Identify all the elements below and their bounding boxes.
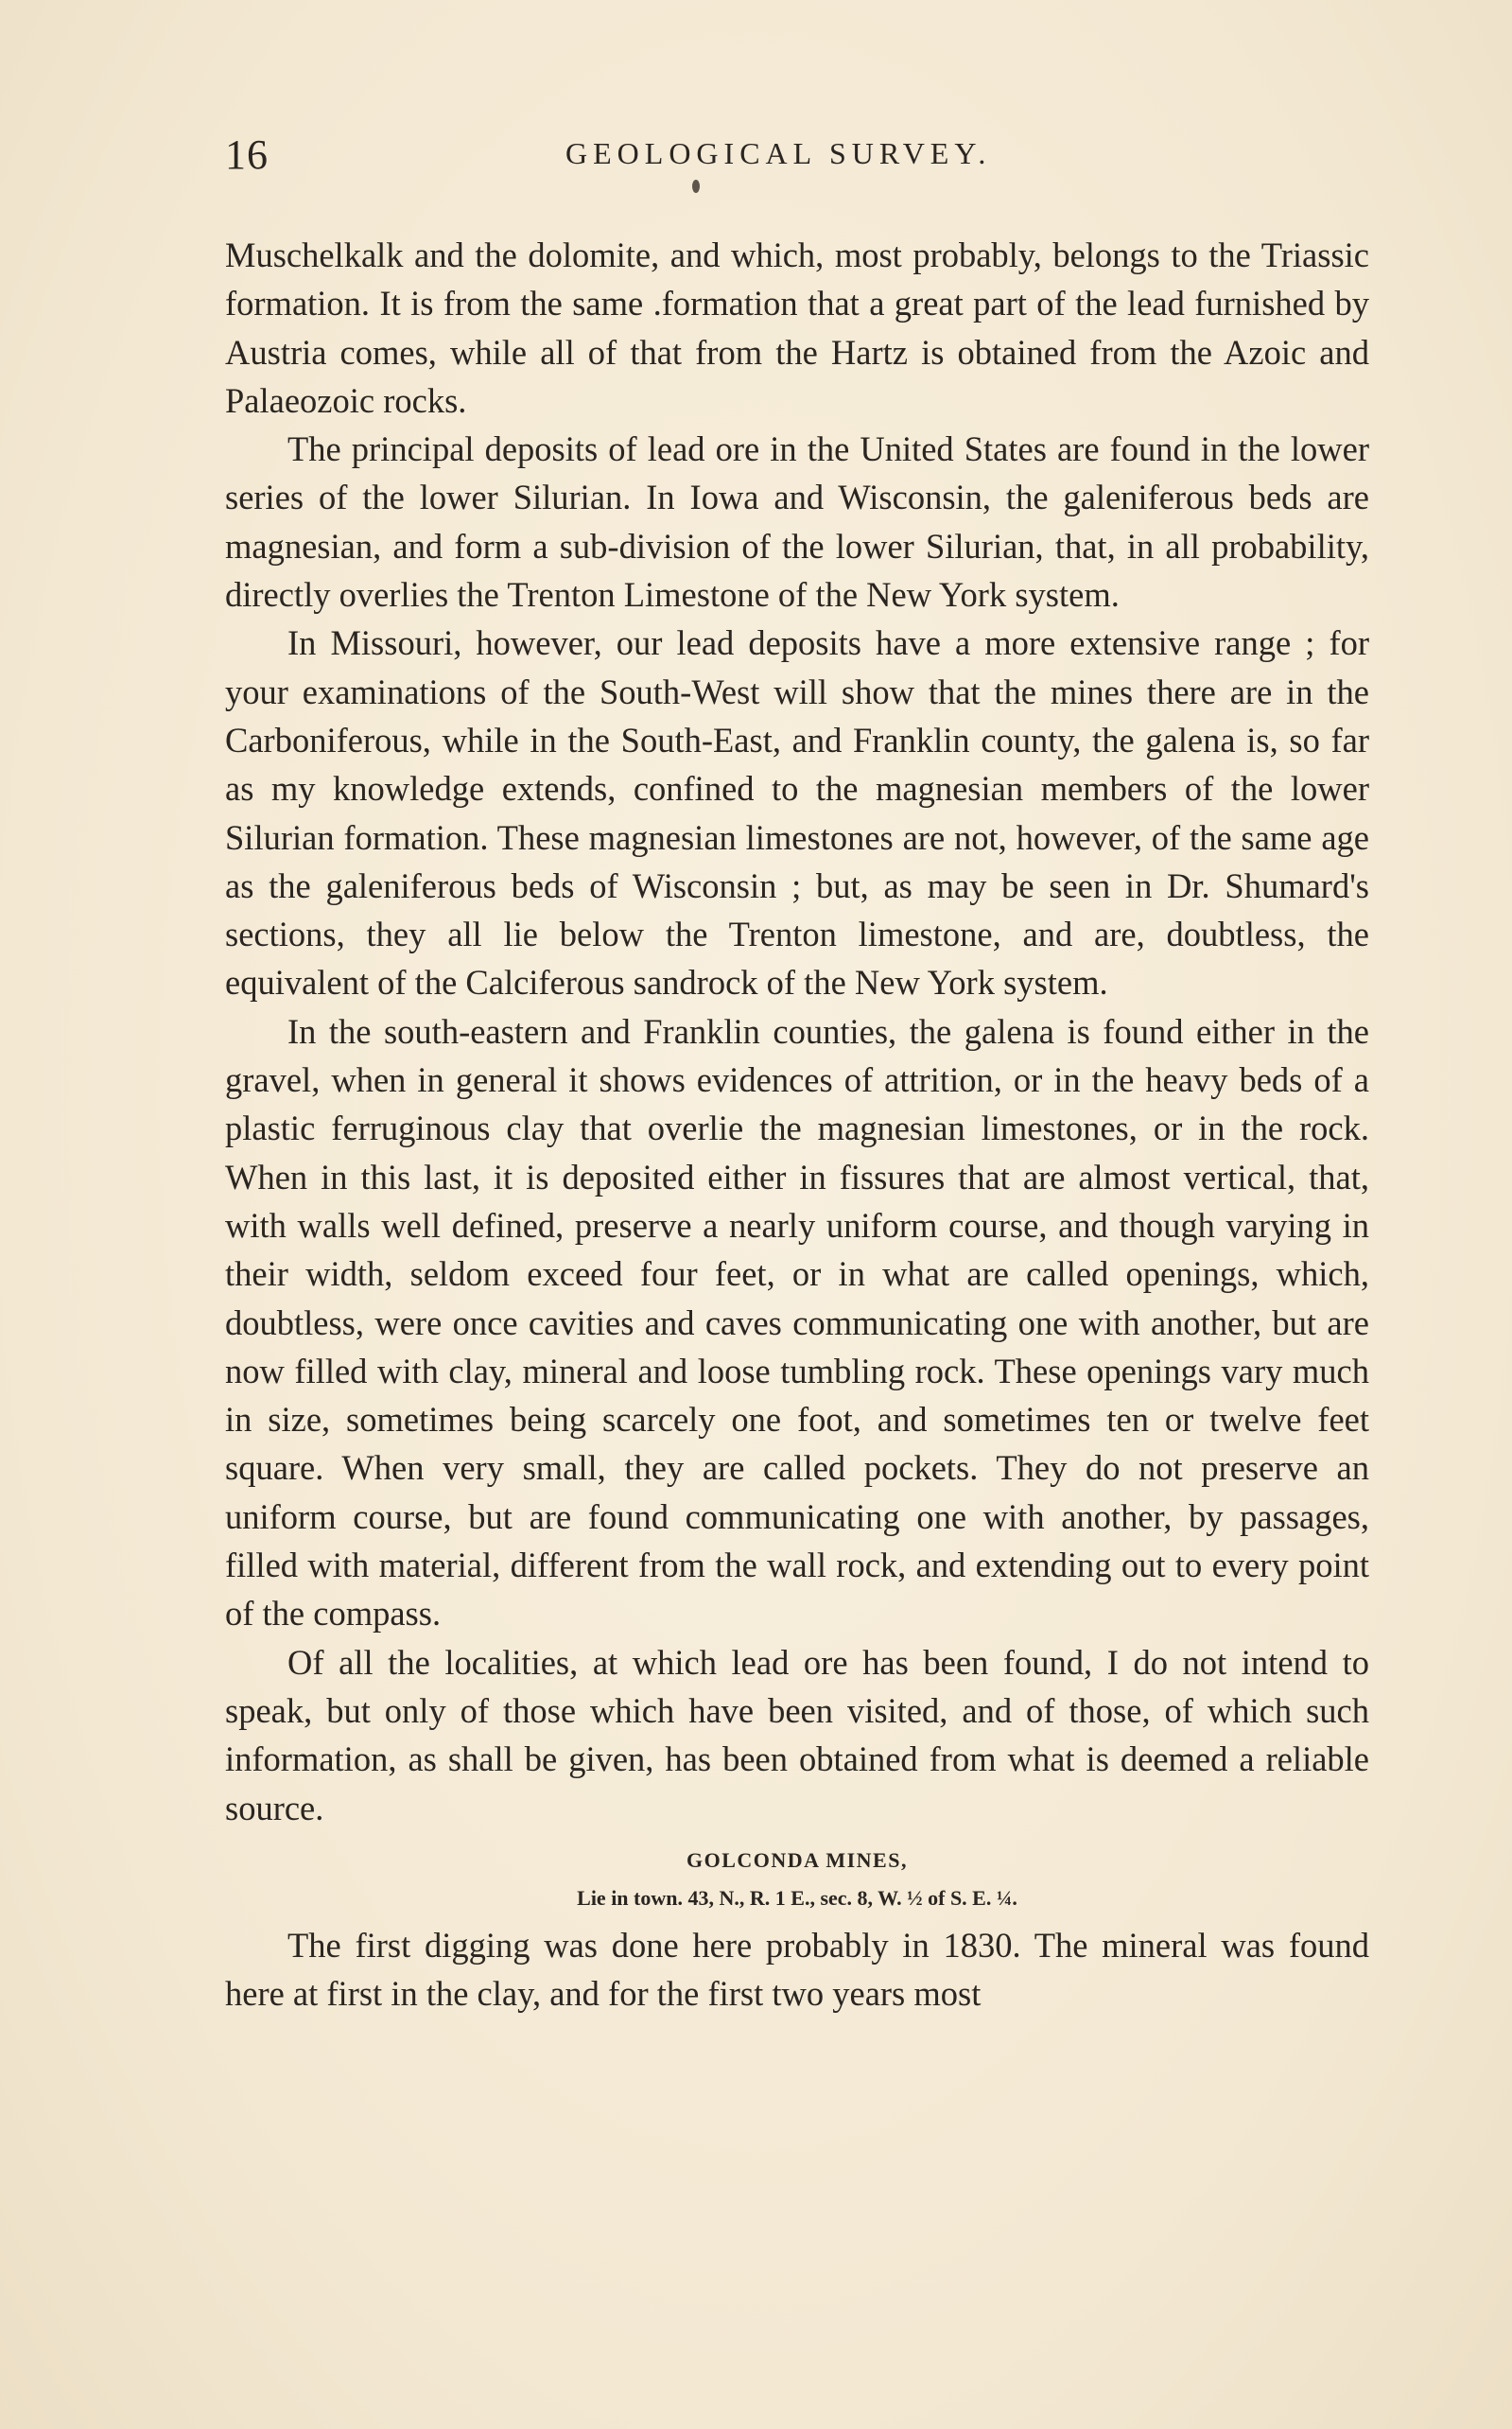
paragraph-2: The principal deposits of lead ore in the United States are found in the lower series of the lower Silurian. In Iowa and Wisconsin, the galeniferous beds are magnesian, and form a sub-division of the lower Silurian, that, in all probability, directly overlies the Trenton Limestone of the New York system. xyxy=(225,429,1369,615)
section-subheading: Lie in town. 43, N., R. 1 E., sec. 8, W. ½ of S. E. ¼. xyxy=(577,1885,1017,1910)
page-number: 16 xyxy=(225,131,269,178)
paragraph-3: In Missouri, however, our lead deposits have a more extensive range ; for your examinations of the South-West will show that the mines there are in the Carboniferous, while in the South-East, and Franklin county, the galena is, so far as my knowledge extends, confined to the magnesian members of the lower Silurian formation. These magnesian limestones are not, however, of the same age as the galeniferous beds of Wisconsin ; but, as may be seen in Dr. Shumard's sections, they all lie below the Trenton limestone, and are, doubtless, the equivalent of the Calciferous sandrock of the New York system. xyxy=(225,623,1369,1003)
paragraph-6: The first digging was done here probably in 1830. The mineral was found here at first in the clay, and for the first two years most xyxy=(225,1925,1369,2014)
section-heading: GOLCONDA MINES, xyxy=(686,1847,908,1872)
body-text xyxy=(225,231,1369,2018)
running-head: GEOLOGICAL SURVEY. xyxy=(565,136,992,170)
paragraph-4: In the south-eastern and Franklin counties, the galena is found either in the gravel, when in general it shows evidences of attrition, or in the heavy beds of a plastic ferruginous clay that overlie the magnesian limestones, or in the rock. When in this last, it is deposited either in fissures that are almost vertical, that, with walls well defined, preserve a nearly uniform course, and though varying in their width, seldom exceed four feet, or in what are called openings, which, doubtless, were once cavities and caves communicating one with another, but are now filled with clay, mineral and loose tumbling rock. These openings vary much in size, sometimes being scarcely one foot, and sometimes ten or twelve feet square. When very small, they are called pockets. They do not preserve an uniform course, but are found communicating one with another, by passages, filled with material, different from the wall rock, and extending out to every point of the compass. xyxy=(225,1011,1369,1634)
paragraph-1: Muschelkalk and the dolomite, and which, most probably, belongs to the Triassic formation. It is from the same .formation that a great part of the lead furnished by Austria comes, while all of that from the Hartz is obtained from the Azoic and Palaeozoic rocks. xyxy=(225,236,1369,420)
ink-speck xyxy=(692,180,700,193)
page-header xyxy=(225,131,1369,187)
paragraph-5: Of all the localities, at which lead ore has been found, I do not intend to speak, but only of those which have been visited, and of those, of which such information, as shall be given, has been obtained from what is deemed a reliable source. xyxy=(225,1642,1369,1827)
